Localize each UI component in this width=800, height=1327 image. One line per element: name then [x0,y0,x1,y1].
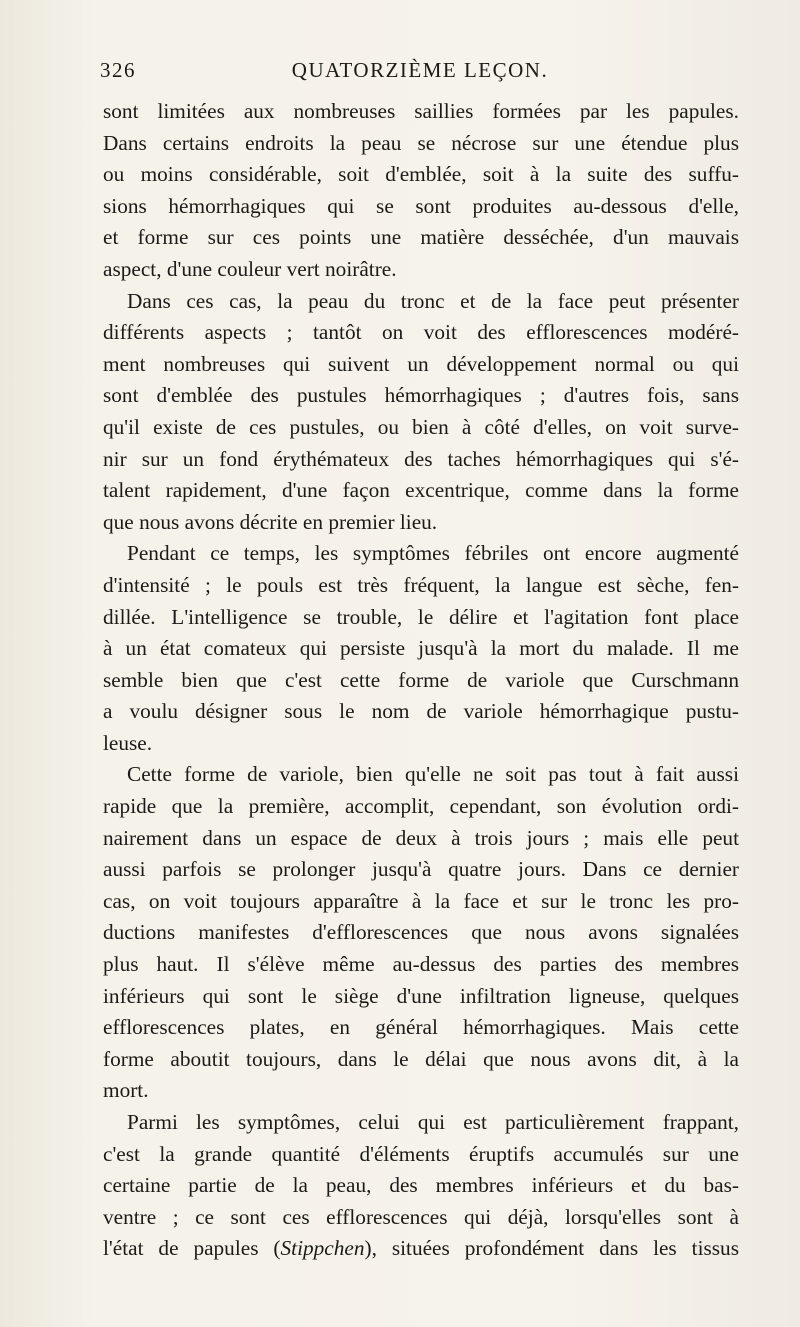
text-line: aspect, d'une couleur vert noirâtre. [103,256,397,281]
text-line: d'intensité ; le pouls est très fréquent, la langue est sèche, fen- [103,572,739,597]
text-line: nairement dans un espace de deux à trois jours ; mais elle peut [103,825,739,850]
text-line: rapide que la première, accomplit, cependant, son évolution ordi- [103,794,739,819]
text-line: ductions manifestes d'efflorescences que nous avons signalées [103,920,739,945]
text-line: sont d'emblée des pustules hémorrhagiques ; d'autres fois, sans [103,383,739,408]
text-line: Dans certains endroits la peau se nécrose sur une étendue plus [103,130,739,155]
text-fragment: ), situées profondément dans les tissus [364,1236,739,1261]
text-fragment: l'état de papules ( [103,1236,281,1261]
running-title: QUATORZIÈME LEÇON. [291,58,549,82]
text-line: aussi parfois se prolonger jusqu'à quatre jours. Dans ce dernier [103,857,739,882]
text-line: que nous avons décrite en premier lieu. [103,509,438,534]
text-line: forme aboutit toujours, dans le délai que nous avons dit, à la [103,1046,739,1071]
text-line: c'est la grande quantité d'éléments éruptifs accumulés sur une [103,1141,739,1166]
paragraph-4 [103,759,739,1107]
paragraph-3 [103,538,739,759]
text-line: ment nombreuses qui suivent un développement normal ou qui [103,351,739,376]
text-line: à un état comateux qui persiste jusqu'à la mort du malade. Il me [103,636,739,661]
page-header [100,58,740,88]
text-line: sont limitées aux nombreuses saillies formées par les papules. [103,99,739,123]
text-line: leuse. [103,730,153,755]
text-line: inférieurs qui sont le siège d'une infiltration ligneuse, quelques [103,983,739,1008]
paragraph-2 [103,286,739,539]
text-line: Cette forme de variole, bien qu'elle ne soit pas tout à fait aussi [127,762,739,787]
text-line: dillée. L'intelligence se trouble, le délire et l'agitation font place [103,604,739,629]
italic-term: Stippchen [280,1236,365,1261]
text-line: différents aspects ; tantôt on voit des efflorescences modéré- [103,320,739,345]
text-line: et forme sur ces points une matière desséchée, d'un mauvais [103,225,739,250]
paragraph-5 [103,1107,739,1265]
text-line: semble bien que c'est cette forme de variole que Curschmann [103,667,739,692]
text-line: sions hémorrhagiques qui se sont produites au-dessous d'elle, [103,193,739,218]
text-line: ou moins considérable, soit d'emblée, soit à la suite des suffu- [103,162,739,187]
text-line: Pendant ce temps, les symptômes fébriles ont encore augmenté [127,541,739,566]
text-line: nir sur un fond érythémateux des taches hémorrhagiques qui s'é- [103,446,739,471]
text-line: certaine partie de la peau, des membres inférieurs et du bas- [103,1173,739,1198]
body-text [103,96,739,1265]
page-number: 326 [100,58,136,82]
text-line: Parmi les symptômes, celui qui est particulièrement frappant, [127,1110,739,1134]
text-line: ventre ; ce sont ces efflorescences qui déjà, lorsqu'elles sont à [103,1204,739,1229]
text-line-mixed [103,1233,739,1265]
text-line: cas, on voit toujours apparaître à la face et sur le tronc les pro- [103,888,739,913]
text-line: qu'il existe de ces pustules, ou bien à côté d'elles, on voit surve- [103,414,739,439]
text-line: plus haut. Il s'élève même au-dessus des parties des membres [103,952,739,977]
paragraph-1 [103,96,739,286]
text-line: efflorescences plates, en général hémorrhagiques. Mais cette [103,1015,739,1040]
text-line: talent rapidement, d'une façon excentrique, comme dans la forme [103,478,739,503]
text-line: Dans ces cas, la peau du tronc et de la face peut présenter [127,288,739,313]
text-line: mort. [103,1078,149,1103]
text-line: a voulu désigner sous le nom de variole hémorrhagique pustu- [103,699,739,724]
